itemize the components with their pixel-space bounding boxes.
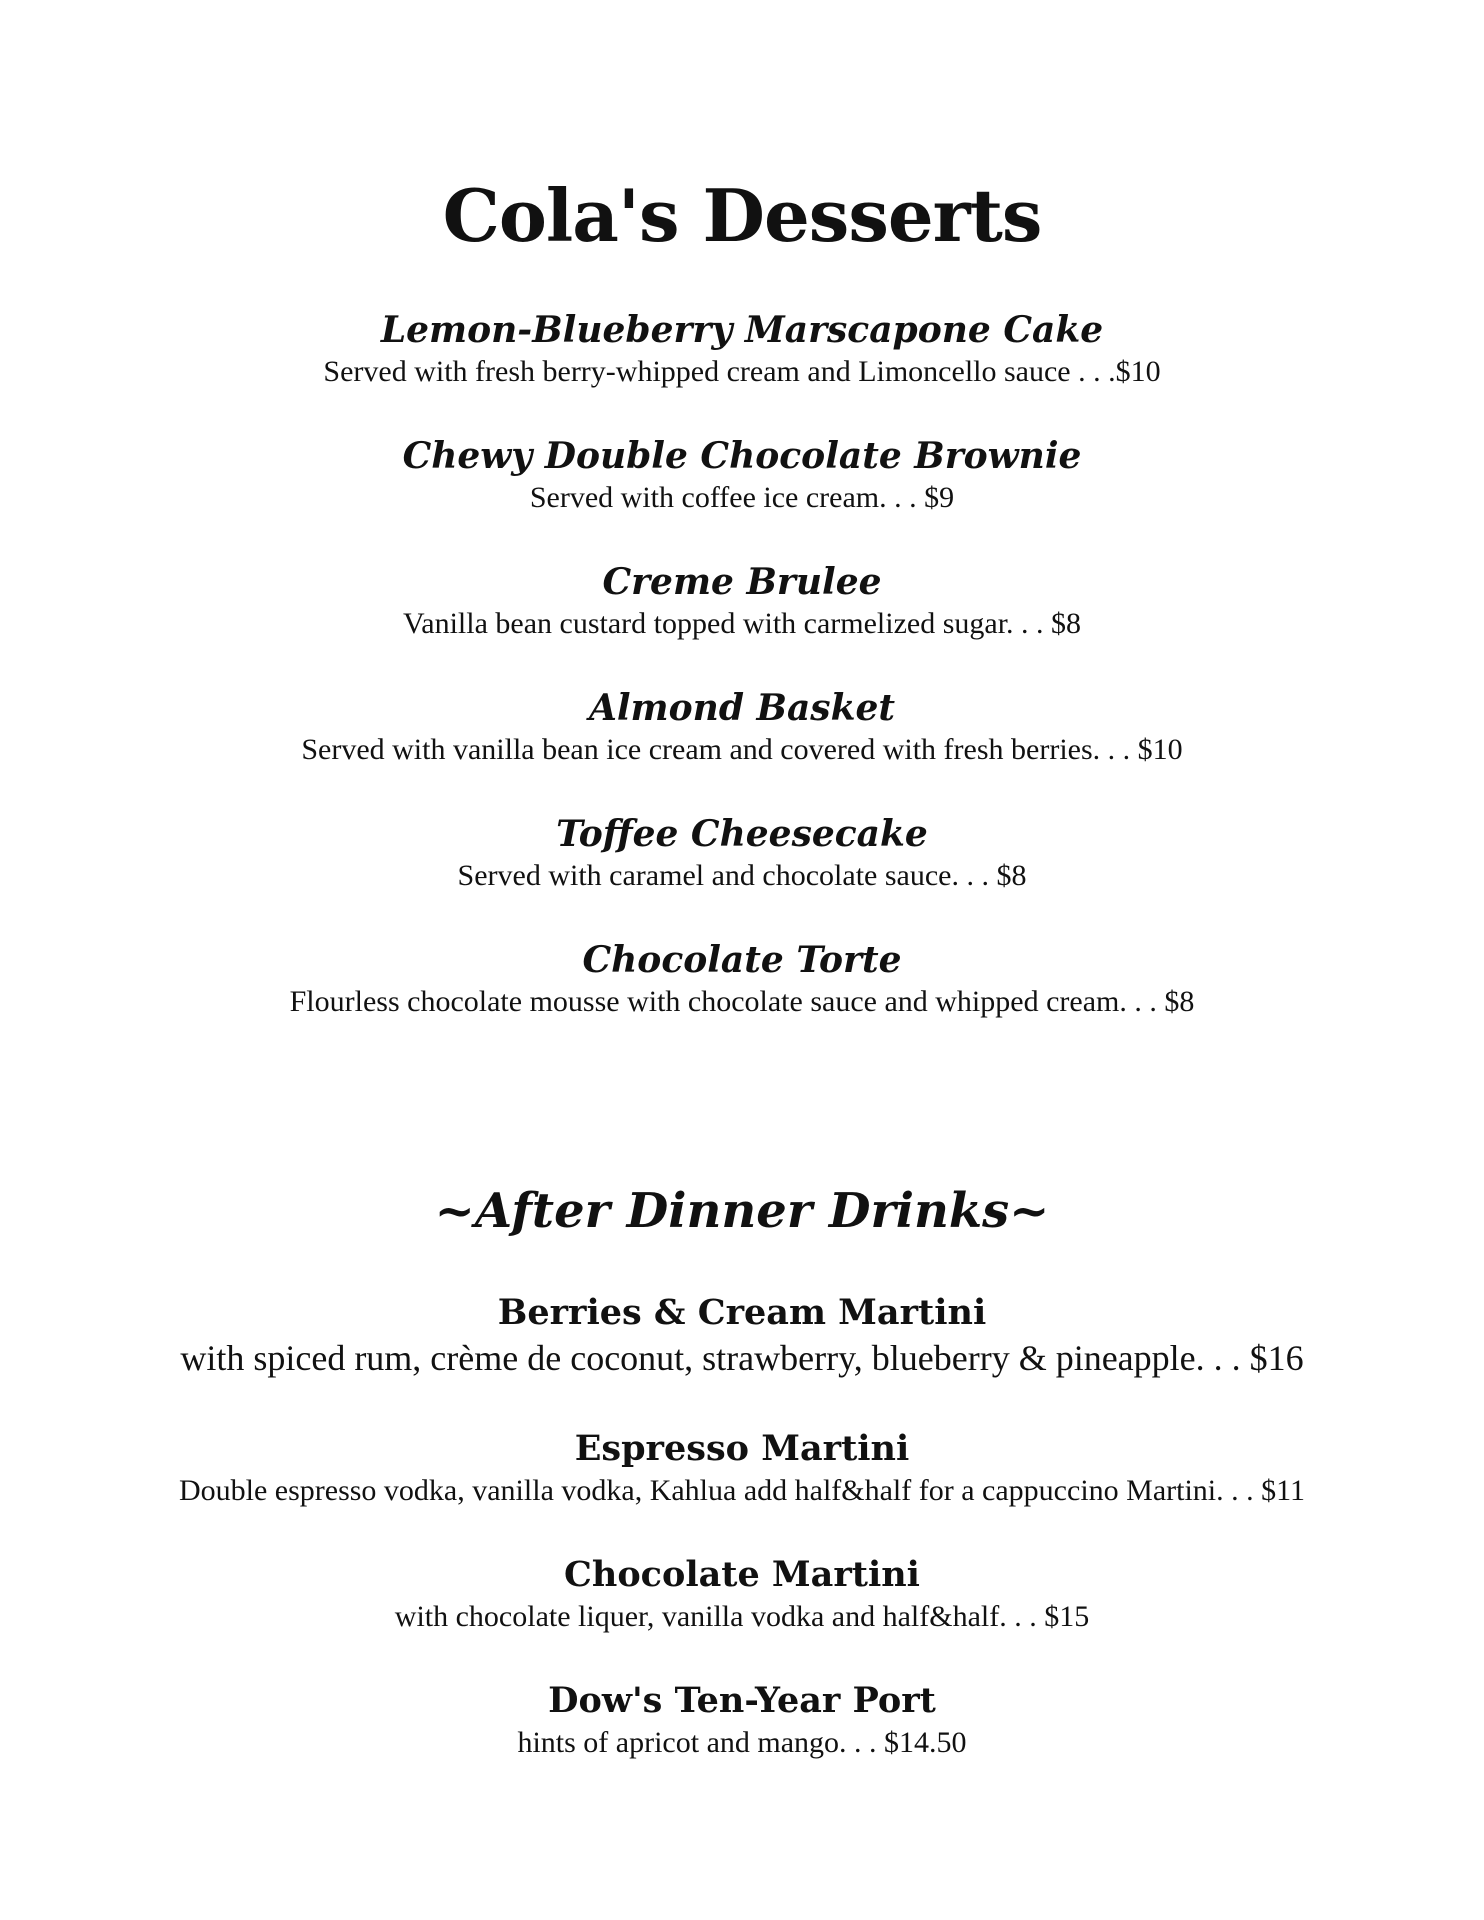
dessert-description: Vanilla bean custard topped with carmelized sugar. . . $8	[402, 607, 1082, 640]
dessert-name: Chewy Double Chocolate Brownie	[402, 435, 1082, 477]
desserts-section	[0, 308, 1484, 1064]
drink-item	[0, 1427, 1484, 1553]
drink-item	[0, 1553, 1484, 1679]
drink-description: with spiced rum, crème de coconut, strawberry, blueberry & pineapple. . . $16	[180, 1338, 1304, 1378]
dessert-item	[0, 434, 1484, 560]
drink-description: hints of apricot and mango. . . $14.50	[517, 1726, 967, 1759]
drink-name: Berries & Cream Martini	[497, 1292, 987, 1333]
dessert-item	[0, 938, 1484, 1064]
drink-item	[0, 1291, 1484, 1427]
dessert-item	[0, 308, 1484, 434]
drink-item	[0, 1679, 1484, 1805]
dessert-name: Toffee Cheesecake	[556, 813, 928, 855]
dessert-name: Chocolate Torte	[582, 939, 902, 981]
dessert-name: Lemon-Blueberry Marscapone Cake	[380, 309, 1104, 351]
dessert-description: Served with coffee ice cream. . . $9	[529, 481, 955, 514]
drink-name: Espresso Martini	[574, 1428, 910, 1469]
page-title: Cola's Desserts	[442, 173, 1042, 258]
dessert-item	[0, 686, 1484, 812]
drink-name: Chocolate Martini	[564, 1554, 920, 1595]
drinks-heading: ~After Dinner Drinks~	[434, 1183, 1050, 1239]
dessert-item	[0, 812, 1484, 938]
dessert-name: Creme Brulee	[602, 561, 882, 603]
dessert-description: Served with fresh berry-whipped cream and Limoncello sauce . . .$10	[323, 355, 1161, 388]
drink-description: Double espresso vodka, vanilla vodka, Kahlua add half&half for a cappuccino Martini. . . $11	[178, 1474, 1306, 1507]
dessert-description: Flourless chocolate mousse with chocolate sauce and whipped cream. . . $8	[289, 985, 1195, 1018]
drinks-section	[0, 1291, 1484, 1805]
drink-description: with chocolate liquer, vanilla vodka and half&half. . . $15	[394, 1600, 1090, 1633]
dessert-description: Served with caramel and chocolate sauce. . . $8	[457, 859, 1027, 892]
dessert-description: Served with vanilla bean ice cream and covered with fresh berries. . . $10	[301, 733, 1183, 766]
dessert-item	[0, 560, 1484, 686]
drink-name: Dow's Ten-Year Port	[548, 1680, 936, 1721]
dessert-name: Almond Basket	[588, 687, 896, 729]
